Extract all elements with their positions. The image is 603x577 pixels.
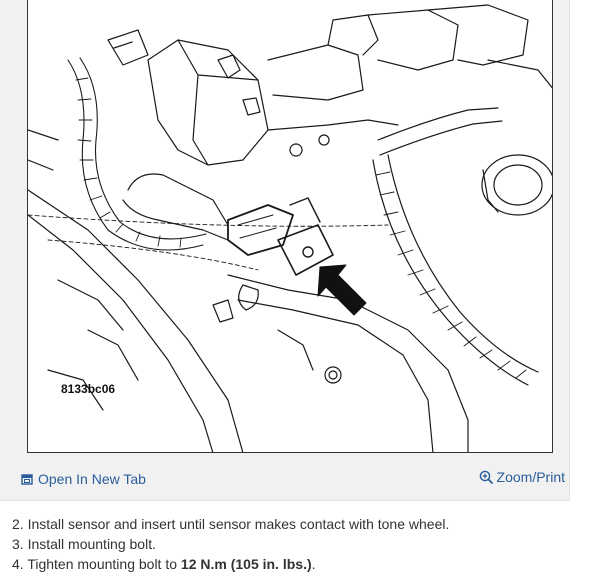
instruction-steps bbox=[12, 514, 449, 574]
step-item bbox=[12, 554, 449, 574]
step-number: 4. bbox=[12, 556, 24, 572]
zoom-print-label: Zoom/Print bbox=[496, 469, 565, 485]
zoom-print-link[interactable] bbox=[479, 469, 565, 485]
step-number: 3. bbox=[12, 536, 24, 552]
step-text: Tighten mounting bolt to bbox=[27, 556, 181, 572]
step-number: 2. bbox=[12, 516, 24, 532]
open-in-new-tab-label: Open In New Tab bbox=[38, 471, 146, 487]
step-text: Install sensor and insert until sensor makes contact with tone wheel. bbox=[27, 516, 450, 532]
torque-spec: 12 N.m (105 in. lbs.) bbox=[180, 556, 312, 572]
step-item bbox=[12, 534, 449, 554]
open-in-new-tab-icon bbox=[21, 473, 33, 485]
figure-toolbar bbox=[0, 466, 569, 492]
step-text: Install mounting bolt. bbox=[27, 536, 156, 552]
figure-image[interactable] bbox=[27, 0, 553, 453]
open-in-new-tab-link[interactable] bbox=[21, 471, 146, 487]
step-item bbox=[12, 514, 449, 534]
zoom-in-icon bbox=[479, 470, 494, 485]
figure-code: 8133bc06 bbox=[61, 382, 116, 396]
step-suffix: . bbox=[311, 556, 316, 572]
